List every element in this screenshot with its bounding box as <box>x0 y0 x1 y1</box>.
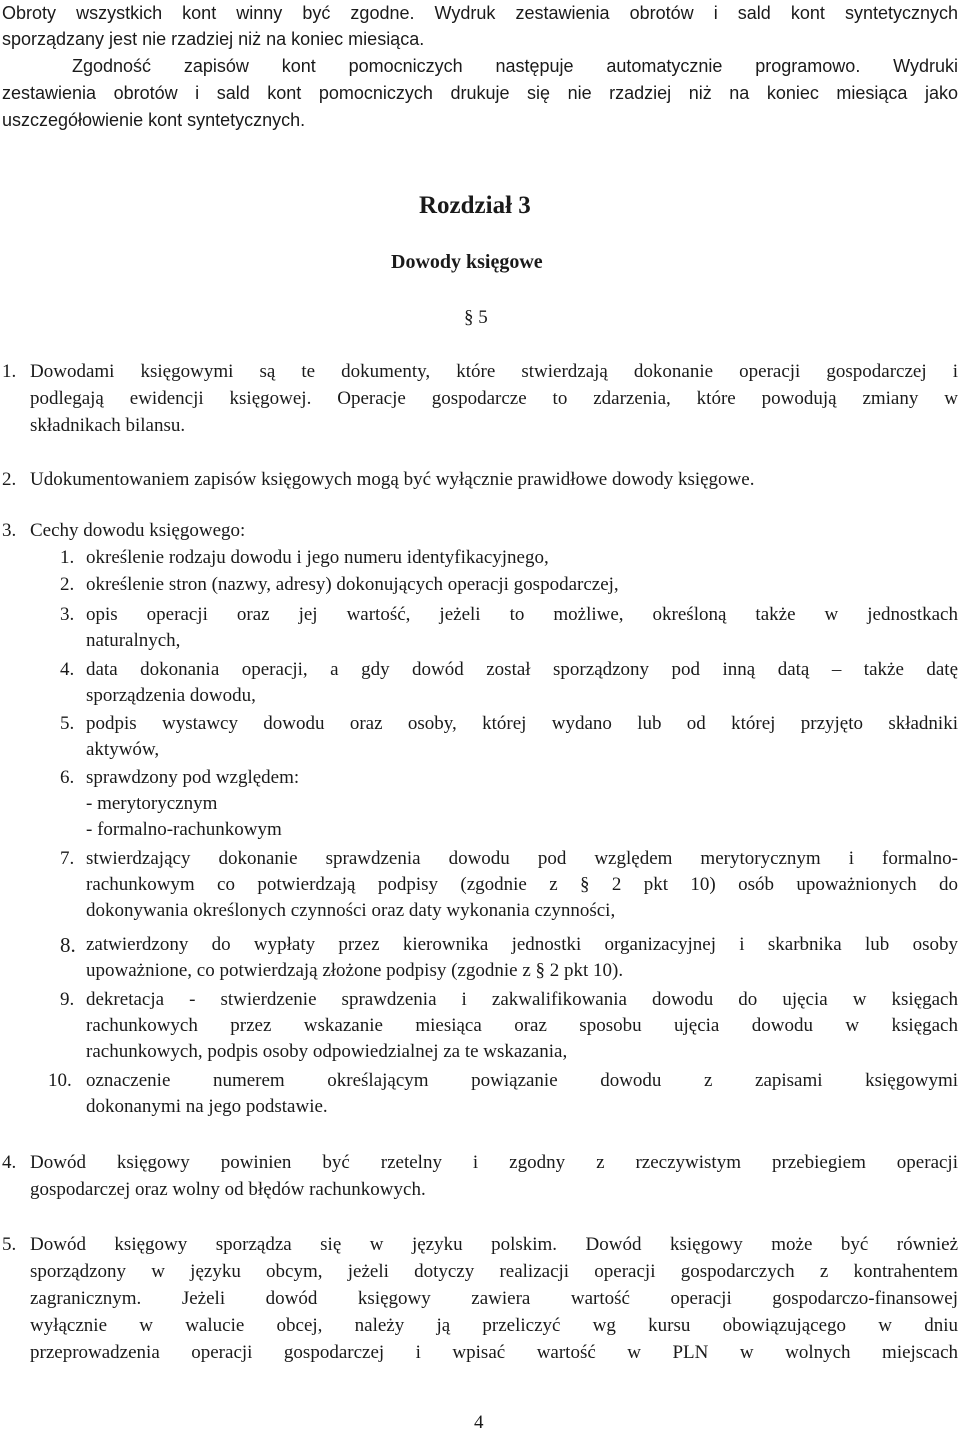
intro-line-1: Obroty wszystkich kont winny być zgodne. Wydruk zestawienia obrotów i sald kont syntetycznych <box>2 3 958 23</box>
feature-2-line-1: określenie stron (nazwy, adresy) dokonujących operacji gospodarczej, <box>86 574 619 595</box>
feature-4-number: 4. <box>60 659 75 680</box>
feature-3-line-2: naturalnych, <box>86 630 181 651</box>
point-3-number: 3. <box>2 520 17 541</box>
feature-3-number: 3. <box>60 604 75 625</box>
point-2-line-1: Udokumentowaniem zapisów księgowych mogą być wyłącznie prawidłowe dowody księgowe. <box>30 469 755 490</box>
feature-10-line-1: oznaczenie numerem określającym powiązanie dowodu z zapisami księgowymi <box>86 1070 958 1091</box>
feature-7-line-1: stwierdzający dokonanie sprawdzenia dowodu pod względem merytorycznym i formalno- <box>86 848 958 869</box>
feature-9 <box>86 987 958 1065</box>
feature-10-line-2: dokonanymi na jego podstawie. <box>86 1096 328 1117</box>
feature-5-line-2: aktywów, <box>86 739 160 760</box>
feature-8-line-2: upoważnione, co potwierdzają złożone podpisy (zgodnie z § 2 pkt 10). <box>86 960 624 981</box>
chapter-title: Rozdział 3 <box>419 192 531 219</box>
feature-3-line-1: opis operacji oraz jej wartość, jeżeli to możliwe, określoną także w jednostkach <box>86 604 958 625</box>
point-5-line-1: Dowód księgowy sporządza się w języku polskim. Dowód księgowy może być również <box>30 1234 958 1255</box>
intro-line-5: uszczegółowienie kont syntetycznych. <box>2 110 306 130</box>
feature-8-number: 8. <box>60 933 76 957</box>
feature-6-line-3: - formalno-rachunkowym <box>86 819 282 840</box>
feature-5 <box>86 711 958 763</box>
point-4-number: 4. <box>2 1152 17 1173</box>
page-number: 4 <box>474 1412 484 1433</box>
intro-line-4: zestawienia obrotów i sald kont pomocniczych drukuje się nie rzadziej niż na koniec miesiąca jako <box>2 83 958 103</box>
feature-6 <box>86 765 958 843</box>
point-1-number: 1. <box>2 361 17 382</box>
point-3-line-1: Cechy dowodu księgowego: <box>30 520 246 541</box>
feature-1-number: 1. <box>60 547 75 568</box>
point-5-line-3: zagranicznym. Jeżeli dowód księgowy zawiera wartość operacji gospodarczo-finansowej <box>30 1288 958 1309</box>
feature-1 <box>86 545 958 571</box>
point-5-number: 5. <box>2 1234 17 1255</box>
feature-5-number: 5. <box>60 713 75 734</box>
feature-4-line-2: sporządzenia dowodu, <box>86 685 256 706</box>
feature-8 <box>86 932 958 984</box>
point-5-line-4: wyłącznie w walucie obcej, należy ją przeliczyć wg kursu obowiązującego w dniu <box>30 1315 958 1336</box>
feature-7-line-2: rachunkowym co potwierdzają podpisy (zgodnie z § 2 pkt 10) osób upoważnionych do <box>86 874 958 895</box>
intro-line-3: Zgodność zapisów kont pomocniczych następuje automatycznie programowo. Wydruki <box>72 56 958 76</box>
point-1-line-1: Dowodami księgowymi są te dokumenty, które stwierdzają dokonanie operacji gospodarczej i <box>30 361 958 382</box>
feature-6-line-2: - merytorycznym <box>86 793 218 814</box>
feature-2 <box>86 572 958 598</box>
feature-9-line-1: dekretacja - stwierdzenie sprawdzenia i zakwalifikowania dowodu do ujęcia w księgach <box>86 989 958 1010</box>
point-4-line-1: Dowód księgowy powinien być rzetelny i zgodny z rzeczywistym przebiegiem operacji <box>30 1152 958 1173</box>
intro-line-2: sporządzany jest nie rzadziej niż na koniec miesiąca. <box>2 29 425 49</box>
point-5-line-5: przeprowadzenia operacji gospodarczej i wpisać wartość w PLN w wolnych miejscach <box>30 1342 958 1363</box>
feature-7 <box>86 846 958 924</box>
feature-6-number: 6. <box>60 767 75 788</box>
feature-7-line-3: dokonywania określonych czynności oraz daty wykonania czynności, <box>86 900 616 921</box>
point-2-number: 2. <box>2 469 17 490</box>
feature-10-number: 10. <box>48 1070 72 1091</box>
point-1-line-2: podlegają ewidencji księgowej. Operacje gospodarcze to zdarzenia, które powodują zmiany w <box>30 388 958 409</box>
feature-2-number: 2. <box>60 574 75 595</box>
feature-9-line-2: rachunkowych przez wskazanie miesiąca oraz sposobu ujęcia dowodu w księgach <box>86 1015 958 1036</box>
section-number: § 5 <box>464 307 488 328</box>
feature-7-number: 7. <box>60 848 75 869</box>
point-4-line-2: gospodarczej oraz wolny od błędów rachunkowych. <box>30 1179 426 1200</box>
feature-9-line-3: rachunkowych, podpis osoby odpowiedzialnej za te wskazania, <box>86 1041 568 1062</box>
feature-6-line-1: sprawdzony pod względem: <box>86 767 300 788</box>
point-5-line-2: sporządzony w języku obcym, jeżeli dotyczy realizacji operacji gospodarczych z kontrahentem <box>30 1261 958 1282</box>
feature-10 <box>86 1068 958 1120</box>
chapter-subtitle: Dowody księgowe <box>391 251 543 273</box>
feature-3 <box>86 602 958 654</box>
feature-4-line-1: data dokonania operacji, a gdy dowód został sporządzony pod inną datą – także datę <box>86 659 958 680</box>
feature-8-line-1: zatwierdzony do wypłaty przez kierownika jednostki organizacyjnej i skarbnika lub osoby <box>86 934 958 955</box>
feature-5-line-1: podpis wystawcy dowodu oraz osoby, której wydano lub od której przyjęto składniki <box>86 713 958 734</box>
point-1-line-3: składnikach bilansu. <box>30 415 186 436</box>
feature-9-number: 9. <box>60 989 75 1010</box>
feature-4 <box>86 657 958 709</box>
feature-1-line-1: określenie rodzaju dowodu i jego numeru identyfikacyjnego, <box>86 547 549 568</box>
